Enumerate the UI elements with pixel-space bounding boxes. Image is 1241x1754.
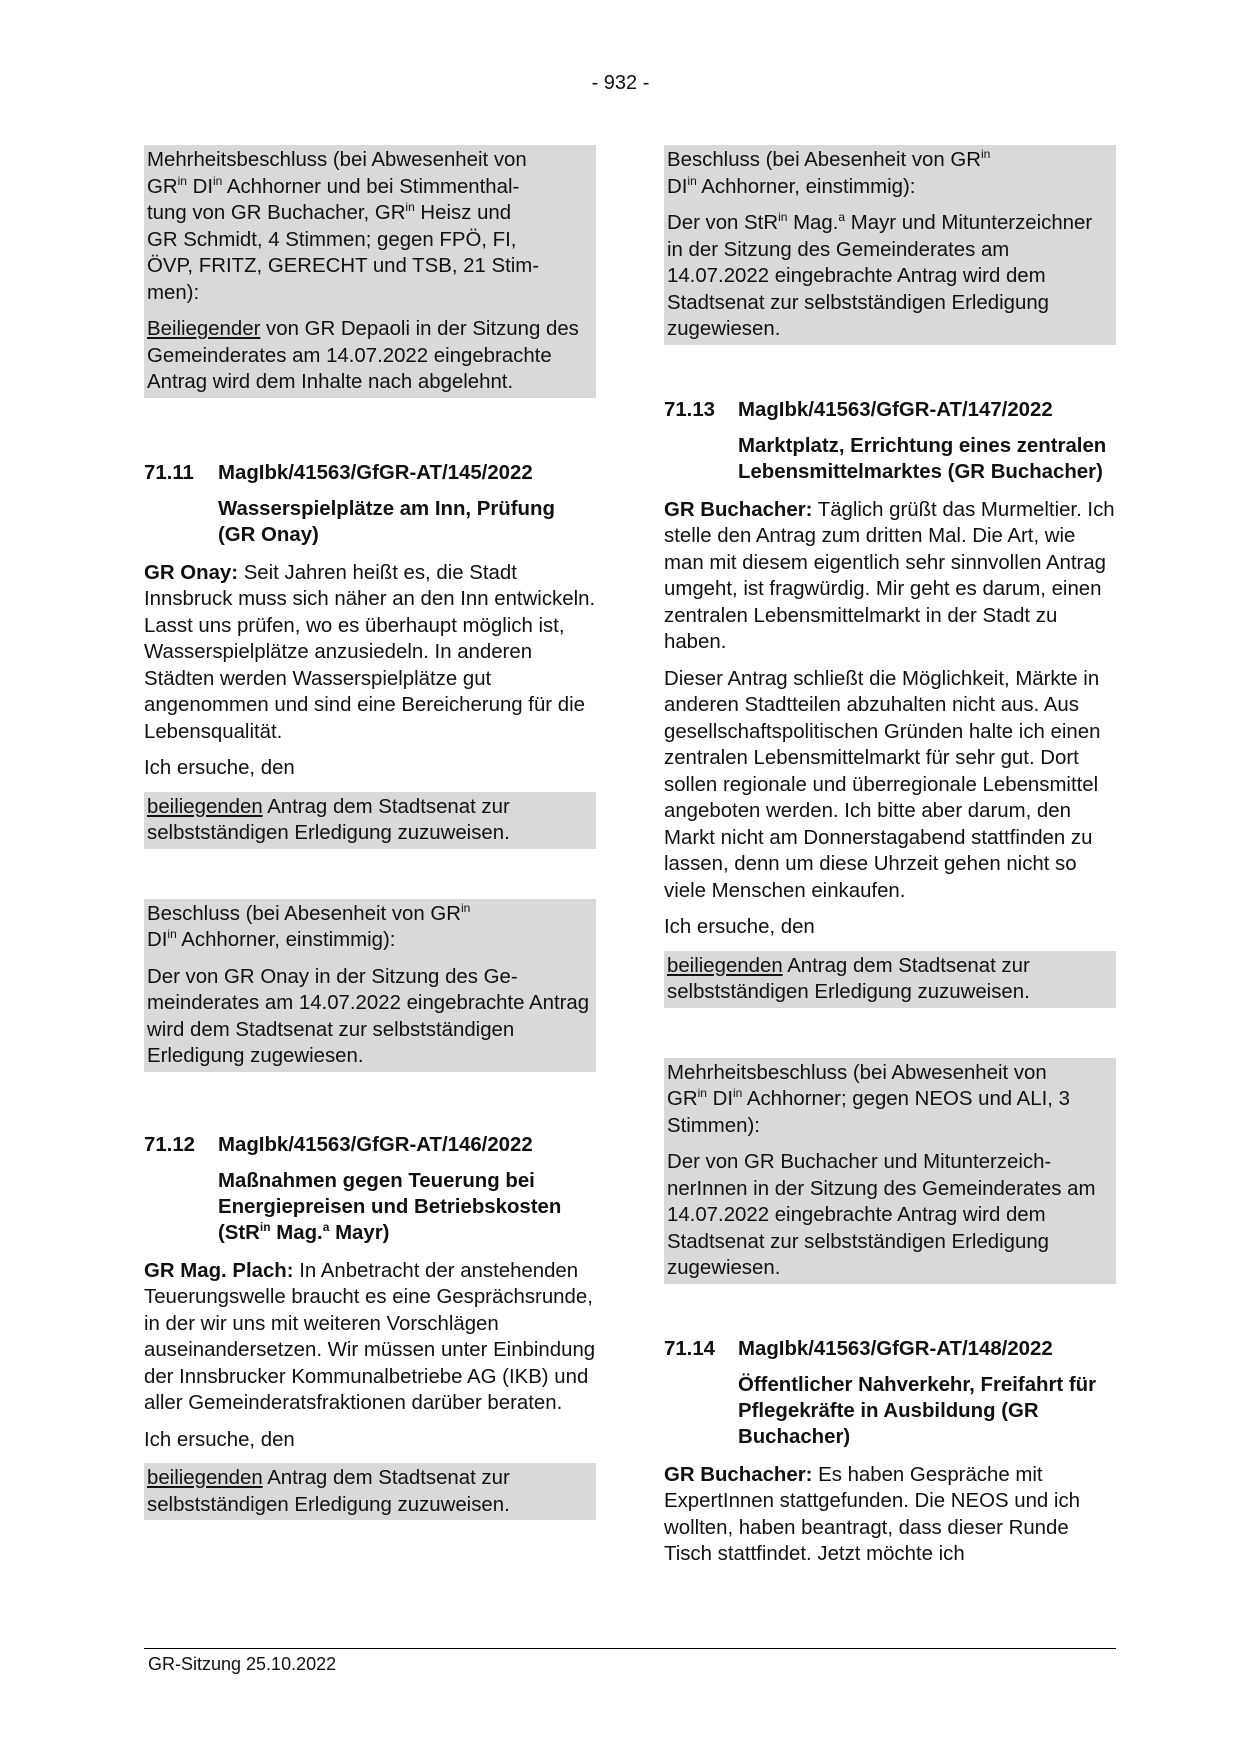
request-71-13: Ich ersuche, den (664, 916, 815, 938)
speech-71-12: GR Mag. Plach: In Anbetracht der anstehenden Teuerungswelle braucht es eine Gesprächsrunde, in der wir uns mit weiteren Vorschlägen auseinandersetzen. Wir müssen unter Einbindung der Innsbrucker Kommunalbetriebe AG (IKB) und aller Gemeinderatsfraktionen darüber beraten. (144, 1259, 596, 1414)
speech-71-14: GR Buchacher: Es haben Gespräche mit ExpertInnen stattgefunden. Die NEOS und ich wollten, haben beantragt, dass dieser Runde Tisch stattfindet. Jetzt möchte ich (664, 1463, 1080, 1565)
decision-block-71-11: Beschluss (bei Abesenheit von $GR^{in}$ $DI^{in}$ Achhorner, einstimmig): Der von GR Onay in der Sitzung des Gemeinderates am 14.07.2022 eingebrachte Antrag wird dem Stadtsenat zur selbstständigen Erledigung zugewiesen. (144, 899, 596, 1072)
item-heading-71-14: 71.14 MagIbk/41563/GfGR-AT/148/2022 (664, 1337, 1053, 1360)
request-71-12: Ich ersuche, den (144, 1428, 295, 1451)
motion-box-71-12: beiliegenden Antrag dem Stadtsenat zur selbstständigen Erledigung zuzuweisen. (144, 1463, 596, 1520)
speech-71-11: GR Onay: Seit Jahren heißt es, die Stadt Innsbruck muss sich näher an den Inn entwickeln. Lasst uns prüfen, wo es überhaupt möglich ist, Wasserspielplätze anzusiedeln. In anderen Städten werden Wasserspielplätze gut angenommen und sind eine Bereicherung für die Lebensqualität. (144, 561, 596, 743)
footer-text: GR-Sitzung 25.10.2022 (148, 1654, 337, 1674)
item-heading-71-11: 71.11 MagIbk/41563/GfGR-AT/145/2022 (144, 461, 533, 484)
decision-block (144, 145, 596, 398)
footer-divider (144, 1648, 1116, 1649)
item-heading-71-13: 71.13 MagIbk/41563/GfGR-AT/147/2022 (664, 398, 1053, 421)
decision-result: Beiliegender von GR Depaoli in der Sitzung des Gemeinderates am 14.07.2022 eingebrachte Antrag wird dem Inhalte nach abgelehnt. (147, 318, 579, 393)
speech-71-13: GR Buchacher: Täglich grüßt das Murmeltier. Ich stelle den Antrag zum dritten Mal. Die Art, wie man mit diesem eigentlich sehr sinnvollen Antrag umgeht, ist fragwürdig. Mir geht es darum, einen zentralen Lebensmittelmarkt in der Stadt zu haben. (664, 498, 1115, 653)
motion-box-71-11: beiliegenden Antrag dem Stadtsenat zur selbstständigen Erledigung zuzuweisen. (144, 792, 596, 849)
decision-text: Mehrheitsbeschluss (bei Abwesenheit von $GR^{in}$ $DI^{in}$ Achhorner und bei Stimmenthal- tung von GR Buchacher, $GR^{in}$ Heisz und GR Schmidt, 4 Stimmen; gegen FPÖ, FI, ÖVP, FRITZ, GERECHT und TSB, 21 Stim- men): (147, 149, 540, 304)
request-71-11: Ich ersuche, den (144, 757, 295, 779)
decision-block-71-12: Beschluss (bei Abesenheit von $GR^{in}$ $DI^{in}$ Achhorner, einstimmig): Der von StR$^{in}$ Mag.$^a$ Mayr und Mitunterzeichner in der Sitzung des Gemeinderates am 14.07.2022 eingebrachte Antrag wird dem Stadtsenat zur selbstständigen Erledigung zugewiesen. (664, 145, 1116, 345)
item-title-71-14: Öffentlicher Nahverkehr, Freifahrt für Pflegekräfte in Ausbildung (GR Buchacher) (738, 1373, 1097, 1448)
item-title-71-11: Wasserspielplätze am Inn, Prüfung (GR Onay) (218, 497, 555, 546)
left-column (144, 145, 596, 1520)
speech-71-13-cont: Dieser Antrag schließt die Möglichkeit, Märkte in anderen Stadtteilen abzuhalten nicht aus. Aus gesellschaftspolitischen Gründen halte ich einen zentralen Lebensmittelmarkt für sehr gut. Dort sollen regionale und überregionale Lebensmittel angeboten werden. Ich bitte aber darum, den Markt nicht am Donnerstagabend stattfinden zu lassen, denn um diese Uhrzeit gehen nicht so viele Menschen einkaufen. (664, 667, 1101, 902)
decision-block-71-13: Mehrheitsbeschluss (bei Abwesenheit von $GR^{in}$ $DI^{in}$ Achhorner; gegen NEOS und ALI, 3 Stimmen): Der von GR Buchacher und MitunterzeichnerInnen in der Sitzung des Gemeinderates am 14.07.2022 eingebrachte Antrag wird dem Stadtsenat zur selbstständigen Erledigung zugewiesen. (664, 1058, 1116, 1284)
right-column (664, 145, 1116, 1578)
item-heading-71-12: 71.12 MagIbk/41563/GfGR-AT/146/2022 (144, 1133, 533, 1156)
item-title-71-12: Maßnahmen gegen Teuerung bei Energiepreisen und Betriebskosten (StR$^{in}$ Mag.$^a$ Mayr) (218, 1169, 562, 1244)
page-number: - 932 - (591, 72, 650, 94)
item-title-71-13: Marktplatz, Errichtung eines zentralen Lebensmittelmarktes (GR Buchacher) (738, 434, 1107, 483)
motion-box-71-13: beiliegenden Antrag dem Stadtsenat zur selbstständigen Erledigung zuzuweisen. (664, 951, 1116, 1008)
